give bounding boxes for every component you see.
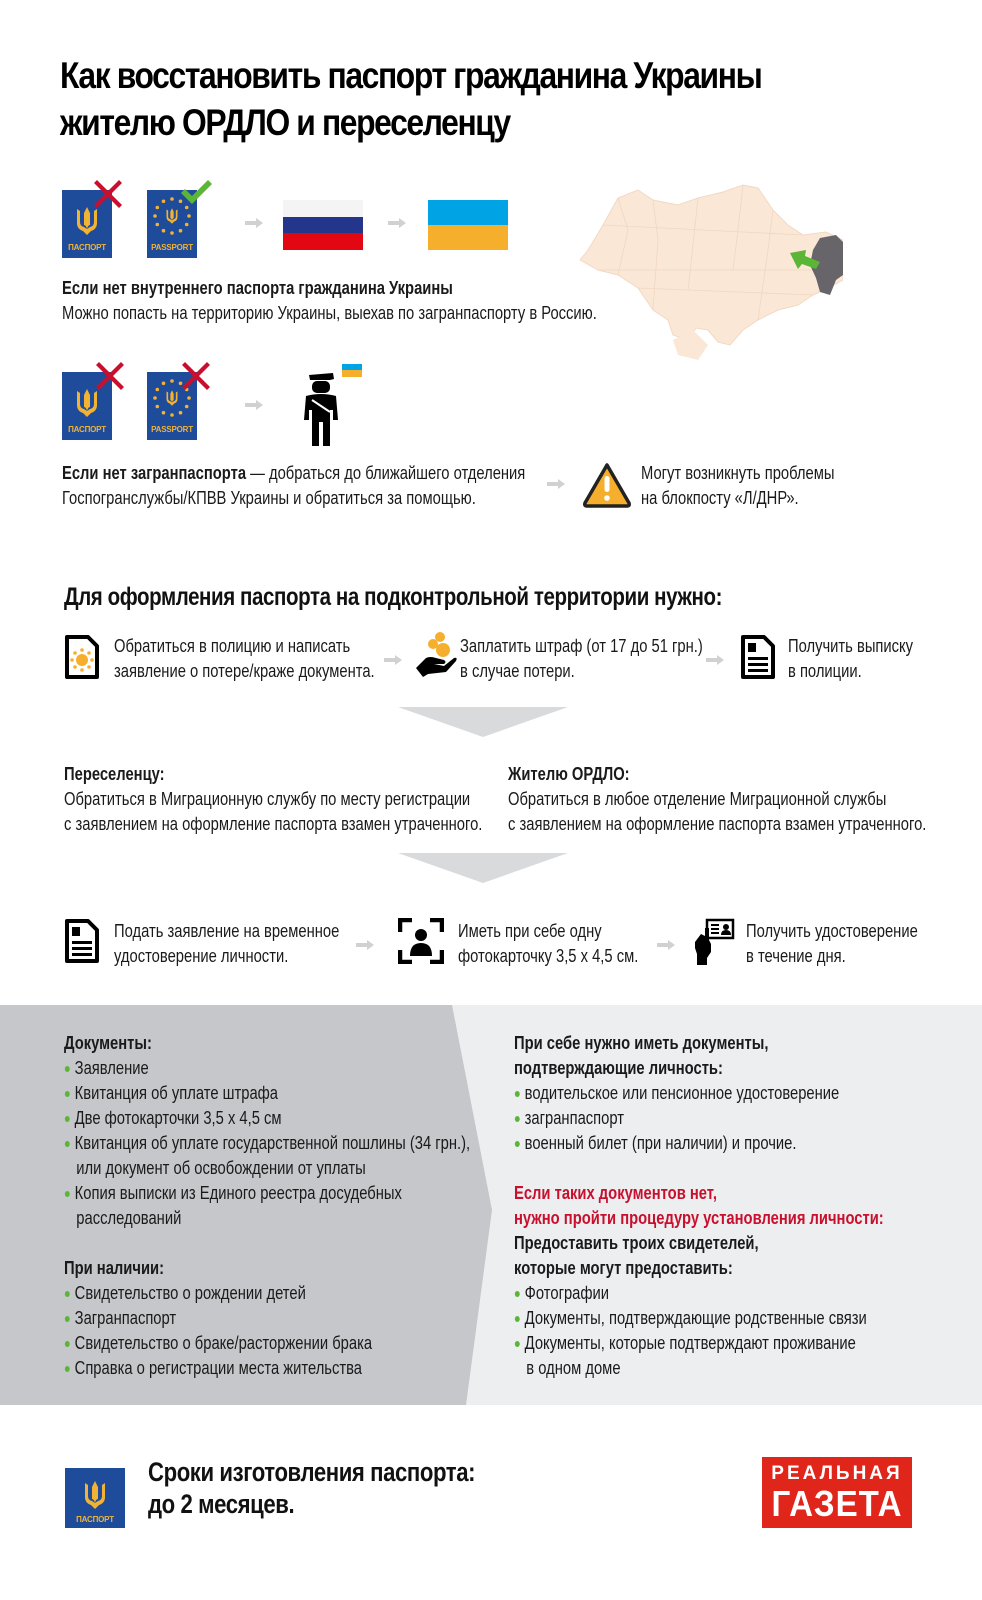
optional-documents-item: Свидетельство о браке/расторжении брака — [64, 1331, 470, 1356]
deadline-value: до 2 месяцев. — [148, 1489, 295, 1519]
witness-heading-1: Предоставить троих свидетелей, — [514, 1233, 759, 1253]
cross-icon — [96, 362, 126, 392]
documents-item: Квитанция об уплате государственной пошлины (34 грн.), — [64, 1131, 470, 1156]
police-report-icon — [64, 634, 100, 680]
optional-documents-item: Загранпаспорт — [64, 1306, 470, 1331]
ordlo-line-2: с заявлением на оформление паспорта взамен утраченного. — [508, 814, 927, 834]
procedure-step-2-line-2: в случае потери. — [460, 661, 575, 681]
temp-id-step-3-line-2: в течение дня. — [746, 946, 846, 966]
arrow-right-icon — [547, 479, 567, 489]
cross-icon — [94, 180, 124, 210]
temp-id-step-3-line-1: Получить удостоверение — [746, 921, 918, 941]
footer-passport-icon — [65, 1468, 125, 1528]
temp-id-step-1-line-1: Подать заявление на временное — [114, 921, 340, 941]
arrow-right-icon — [388, 218, 408, 228]
warning-text-2: на блокпосту «Л/ДНР». — [641, 488, 799, 508]
ordlo-heading: Жителю ОРДЛО: — [508, 764, 630, 784]
identity-heading-1: При себе нужно иметь документы, — [514, 1033, 769, 1053]
ukraine-flag-icon — [342, 364, 362, 377]
arrow-right-icon — [657, 940, 677, 950]
documents-item: Две фотокарточки 3,5 х 4,5 см — [64, 1106, 470, 1131]
identity-item: водительское или пенсионное удостоверение — [514, 1081, 884, 1106]
witness-item: Документы, подтверждающие родственные связи — [514, 1306, 884, 1331]
ukraine-flag-icon — [428, 200, 508, 250]
scenario2-heading-rest: — добраться до ближайшего отделения — [246, 463, 526, 483]
photo-frame-icon — [398, 918, 444, 964]
down-arrow-icon — [398, 707, 568, 737]
documents-item-continued: или документ об освобождении от уплаты — [76, 1158, 366, 1178]
temp-id-step-2-line-2: фотокарточку 3,5 х 4,5 см. — [458, 946, 639, 966]
identity-heading-2: подтверждающие личность: — [514, 1058, 723, 1078]
procedure-heading: Для оформления паспорта на подконтрольной территории нужно: — [64, 583, 723, 611]
id-card-hand-icon — [693, 918, 735, 966]
application-icon — [64, 918, 100, 964]
logo-line-1: РЕАЛЬНАЯ — [771, 1463, 903, 1484]
cross-icon — [182, 362, 212, 392]
check-icon — [181, 180, 214, 206]
russia-flag-icon — [283, 200, 363, 250]
passport-label: PASSPORT — [151, 425, 193, 434]
ukraine-map-icon — [558, 170, 843, 370]
identity-item: военный билет (при наличии) и прочие. — [514, 1131, 884, 1156]
identity-alert-1: Если таких документов нет, — [514, 1183, 718, 1203]
witness-heading-2: которые могут предоставить: — [514, 1258, 733, 1278]
procedure-step-1-line-1: Обратиться в полицию и написать — [114, 636, 351, 656]
procedure-step-1-line-2: заявление о потере/краже документа. — [114, 661, 375, 681]
optional-documents-item: Свидетельство о рождении детей — [64, 1281, 470, 1306]
identity-item: загранпаспорт — [514, 1106, 884, 1131]
scenario2-heading — [62, 461, 525, 486]
documents-item: Квитанция об уплате штрафа — [64, 1081, 470, 1106]
identity-alert-2: нужно пройти процедуру установления личности: — [514, 1208, 884, 1228]
arrow-right-icon — [245, 218, 265, 228]
resettler-line-1: Обратиться в Миграционную службу по месту регистрации — [64, 789, 471, 809]
publication-logo[interactable] — [762, 1457, 912, 1528]
ordlo-line-1: Обратиться в любое отделение Миграционной службы — [508, 789, 887, 809]
arrow-right-icon — [356, 940, 376, 950]
warning-text-1: Могут возникнуть проблемы — [641, 463, 835, 483]
border-guard-icon — [300, 370, 342, 448]
passport-label: PASSPORT — [151, 243, 193, 252]
procedure-step-2-line-1: Заплатить штраф (от 17 до 51 грн.) — [460, 636, 703, 656]
identity-list — [514, 1031, 884, 1381]
optional-documents-heading: При наличии: — [64, 1258, 165, 1278]
passport-label: ПАСПОРТ — [76, 1515, 114, 1524]
resettler-line-2: с заявлением на оформление паспорта взамен утраченного. — [64, 814, 483, 834]
documents-item-continued: расследований — [76, 1208, 182, 1228]
scenario1-text: Можно попасть на территорию Украины, выехав по загранпаспорту в Россию. — [62, 303, 597, 323]
optional-documents-item: Справка о регистрации места жительства — [64, 1356, 470, 1381]
arrow-right-icon — [384, 655, 404, 665]
warning-icon — [582, 462, 632, 508]
title-line-1: Как восстановить паспорт гражданина Украины — [60, 55, 762, 96]
down-arrow-icon — [398, 853, 568, 883]
documents-list — [64, 1031, 470, 1381]
scenario2-text: Госпогранслужбы/КПВВ Украины и обратиться за помощью. — [62, 488, 476, 508]
document-icon — [740, 634, 776, 680]
procedure-step-3-line-1: Получить выписку — [788, 636, 914, 656]
deadline-label: Сроки изготовления паспорта: — [148, 1457, 476, 1487]
documents-item: Заявление — [64, 1056, 470, 1081]
pay-fine-icon — [414, 630, 458, 678]
title-line-2: жителю ОРДЛО и переселенцу — [60, 102, 510, 143]
resettler-heading: Переселенцу: — [64, 764, 165, 784]
witness-item: Документы, которые подтверждают проживание — [514, 1331, 884, 1356]
arrow-right-icon — [245, 400, 265, 410]
arrow-right-icon — [706, 655, 726, 665]
logo-line-2: ГАЗЕТА — [771, 1483, 903, 1524]
scenario1-heading: Если нет внутреннего паспорта гражданина Украины — [62, 278, 453, 298]
passport-label: ПАСПОРТ — [68, 243, 106, 252]
documents-heading: Документы: — [64, 1033, 152, 1053]
passport-label: ПАСПОРТ — [68, 425, 106, 434]
temp-id-step-2-line-1: Иметь при себе одну — [458, 921, 602, 941]
page-title — [60, 52, 817, 146]
procedure-step-3-line-2: в полиции. — [788, 661, 862, 681]
scenario2-heading-bold: Если нет загранпаспорта — [62, 463, 247, 483]
witness-item-continued: в одном доме — [526, 1358, 621, 1378]
temp-id-step-1-line-2: удостоверение личности. — [114, 946, 289, 966]
witness-item: Фотографии — [514, 1281, 884, 1306]
documents-item: Копия выписки из Единого реестра досудебных — [64, 1181, 470, 1206]
